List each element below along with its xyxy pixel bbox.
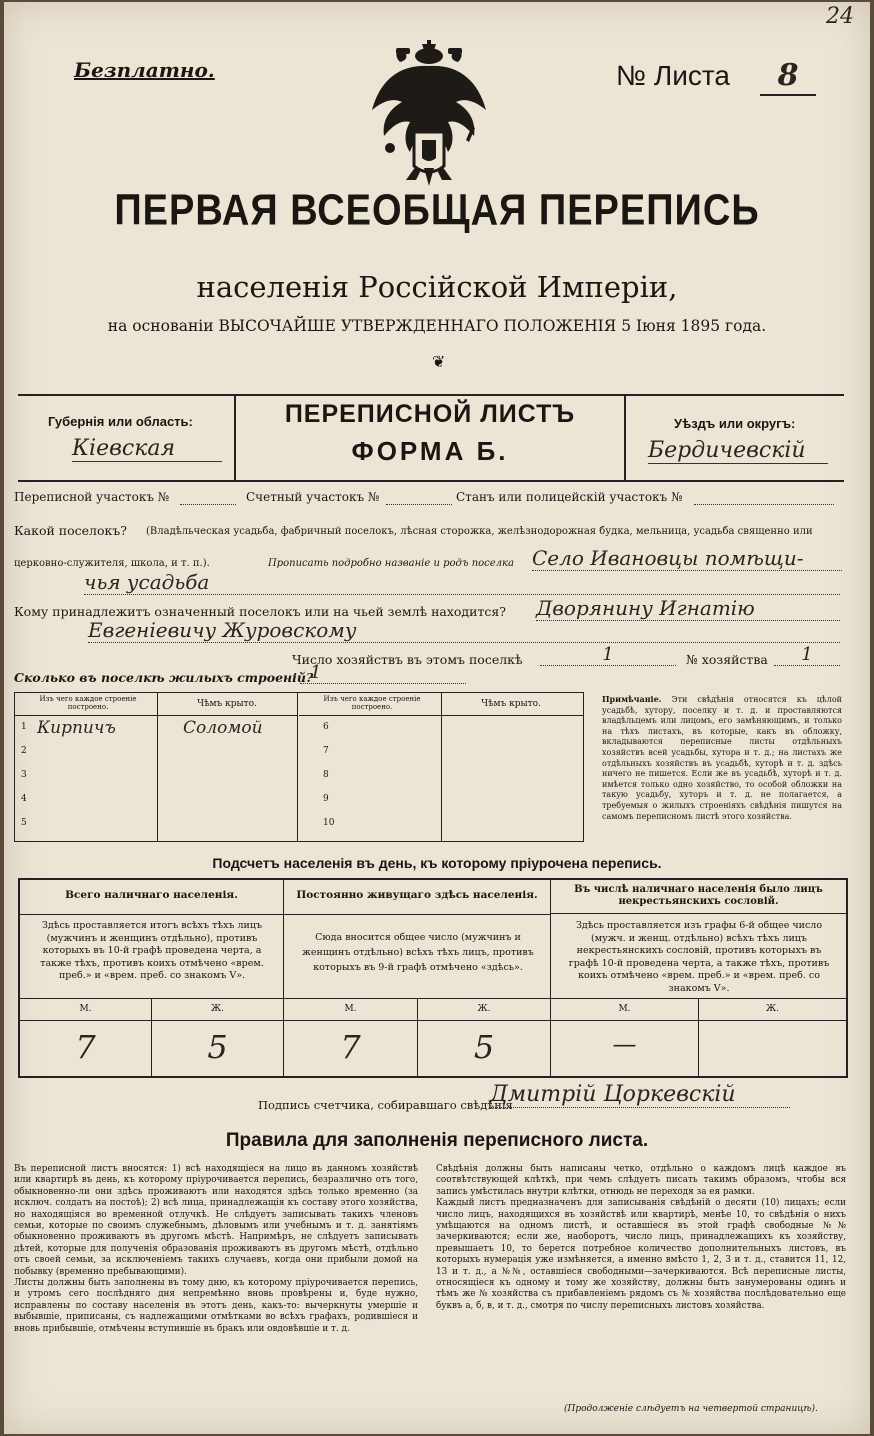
ornament-divider: ❦ [432,352,446,371]
table-row [299,718,583,742]
settlement-instruction: Прописать подробно названіе и родъ поселка [268,558,514,569]
form-title-cell [234,396,626,480]
present-female-value: 5 [207,1028,228,1066]
free-label: Безплатно. [74,58,215,82]
table-row [299,814,583,838]
police-section-label: Станъ или полицейскій участокъ № [456,490,683,504]
households-label: Число хозяйствъ въ этомъ поселкѣ [292,652,523,667]
table-row [15,814,297,838]
count-col1-title: Всего наличнаго населенія. [20,880,283,915]
table-row [299,742,583,766]
permanent-male-value: 7 [340,1028,361,1066]
rows-left [15,718,297,838]
note-label: Примѣчаніе. [602,694,662,704]
settlement-value-1: Село Ивановцы помѣщи- [532,546,842,571]
archive-number: 24 [826,4,854,29]
counting-section-label: Счетный участокъ № [246,490,380,504]
rules-right-column: Свѣдѣнія должны быть написаны четко, отдѣльно о каждомъ лицѣ каждое въ соотвѣтствующей клѣткѣ, при чемъ слѣдуетъ писать такимъ образомъ, чтобы вся запись умѣстилась внутри клѣтки, отнюдь не переходя за ея рамки. Каждый листъ предназначенъ для записыванія свѣдѣній о десяти (10) лицахъ; если число лицъ, находящихся въ хозяйствѣ или квартирѣ, менѣе 10, то свѣдѣнія о нихъ умѣщаются на одномъ листѣ, и оставшіеся въ этой графѣ свободные №№ зачеркиваются; если же, наоборотъ, число лицъ, принадлежащихъ къ хозяйству, превышаетъ 10, то берется потребное количество дополнительныхъ листовъ, въ которыхъ нумерація уже измѣняется, а именно вмѣсто 1, 2, 3 и т. д., ставится 11, 12, 13 и т. д., а №№, оставшіеся свободными—зачеркиваются. Всѣ переписные листы, относящіеся къ одному и тому же хозяйству, должны быть занумерованы одинъ и тѣмъ же № хозяйства съ прибавленіемъ рядомъ съ № хозяйства послѣдовательно еще буквъ а, б, в, и т. д., смотря по числу переписныхъ листовъ хозяйства. [436,1164,846,1311]
f-label: Ж. [477,1004,491,1014]
buildings-table-right [299,693,583,841]
household-number-value: 1 [774,644,840,666]
permanent-female-value: 5 [473,1028,495,1066]
col-material-header-right: Изъ чего каждое строеніе построено. [323,695,421,711]
present-male-value: 7 [75,1028,96,1066]
count-col3-text: Здѣсь проставляется изъ графы 6-й общее число (мужч. и женщ. отдѣльно) всѣхъ тѣхъ лицъ некрестьянскихъ сословій, противъ которыхъ въ графѣ 10-й проведена черта, а также тѣхъ, противъ коихъ отмѣчено «врем. преб.» и «врем. преб. со знакомъ V». [568,920,830,994]
row-number: 8 [323,770,329,780]
header-divider [15,715,297,716]
province-value: Кіевская [72,436,222,462]
main-title: ПЕРВАЯ ВСЕОБЩАЯ ПЕРЕПИСЬ [114,186,760,236]
population-count-table [18,878,848,1078]
col-material-header: Изъ чего каждое строеніе построено. [39,695,137,711]
buildings-value: 1 [300,662,466,684]
rules-continued: (Продолженіе слѣдуетъ на четвертой страницѣ). [564,1404,818,1414]
basis-line: на основаніи ВЫСОЧАЙШЕ УТВЕРЖДЕННАГО ПОЛОЖЕНІЯ 5 Іюня 1895 года. [107,317,767,335]
buildings-table-left [15,693,298,841]
f-label: Ж. [211,1004,224,1014]
count-col2-title: Постоянно живущаго здѣсь населенія. [284,880,550,915]
signature-value: Дмитрій Цоркевскій [490,1082,790,1108]
row-roof: Соломой [183,718,263,738]
owner-value-2: Евгеніевичу Журовскому [88,618,840,643]
settlement-hint: (Владѣльческая усадьба, фабричный поселокъ, лѣсная сторожка, желѣзнодорожная будка, мельница, усадьба священно или [146,526,813,537]
col-roof-header: Чѣмъ крыто. [197,699,257,709]
table-row [299,766,583,790]
mf-divider-bottom [20,1020,846,1021]
row-material: Кирпичъ [37,718,116,738]
settlement-hint-2: церковно-служителя, школа, и т. п.). [14,558,210,569]
row-number: 3 [21,770,27,780]
double-headed-eagle-emblem [370,40,488,188]
table-row [299,790,583,814]
row-number: 10 [323,818,335,828]
buildings-table [14,692,584,842]
m-label: М. [344,1004,357,1014]
sheet-number-value: 8 [760,58,816,96]
row-number: 6 [323,722,329,732]
row-number: 5 [21,818,27,828]
sheet-number-label: № Листа [616,60,730,91]
table-row [15,718,297,742]
census-section-line [180,490,236,505]
m-label: М. [79,1004,92,1014]
f-label: Ж. [766,1004,779,1014]
police-section-line [694,490,834,505]
header-divider-right [299,715,583,716]
row-number: 2 [21,746,27,756]
form-header-box [18,394,844,482]
census-sheet [4,2,870,1434]
households-value: 1 [540,644,676,666]
count-col2-text: Сюда вносится общее число (мужчинъ и женщинъ отдѣльно) всѣхъ тѣхъ лицъ, противъ которыхъ въ 9-й графѣ отмѣчено «здѣсь». [302,932,534,973]
rows-right [299,718,583,838]
settlement-value-2: чья усадьба [84,570,840,595]
col-roof-header-right: Чѣмъ крыто. [481,699,541,709]
mf-divider-top [20,998,846,999]
owner-label: Кому принадлежитъ означенный поселокъ или на чьей землѣ находится? [14,604,506,619]
sheet-title: ПЕРЕПИСНОЙ ЛИСТЪ [284,400,576,428]
signature-label: Подпись счетчика, собиравшаго свѣдѣнія [258,1098,513,1112]
district-label: Уѣздъ или округъ: [674,416,796,431]
buildings-label: Сколько въ поселкѣ жилыхъ строеній? [14,670,314,685]
row-number: 7 [323,746,329,756]
settlement-label: Какой поселокъ? [14,523,127,538]
note-block [602,694,842,822]
form-label: ФОРМА Б. [351,436,509,466]
m-label: М. [618,1004,631,1014]
table-row [15,790,297,814]
table-row [15,742,297,766]
count-col1-text: Здѣсь проставляется итогъ всѣхъ тѣхъ лицъ (мужчинъ и женщинъ отдѣльно), противъ которыхъ въ 10-й графѣ проведена черта, а также тѣхъ, противъ коихъ отмѣчено «врем. преб.» и «врем. преб. со знакомъ V». [40,920,264,981]
row-number: 1 [21,722,27,732]
row-number: 9 [323,794,329,804]
owner-value-1: Дворянину Игнатію [536,596,840,621]
row-number: 4 [21,794,27,804]
table-row [15,766,297,790]
non-peasant-male-value: — [612,1030,637,1058]
note-text: Эти свѣдѣнія относятся къ цѣлой усадьбѣ, хутору, поселку и т. д. и проставляются владѣльцемъ или лицомъ, его замѣняющимъ, и только на тѣхъ листахъ, въ которые, какъ въ обложку, вкладываются переписные листы отдѣльныхъ хозяйствъ всей усадьбы, хутора и т. д.; на листахъ же отдѣльныхъ хозяйствъ въ усадьбѣ, хуторѣ и т. д. здѣсь ничего не пишется. Если же въ усадьбѣ, хуторѣ и т. д. имѣется только одно хозяйство, то особой обложки на такую усадьбу, хуторъ и т. д. не полагается, а требуемыя о жилыхъ строеніяхъ свѣдѣнія пишутся на самомъ переписномъ листѣ этого хозяйства. [602,695,842,821]
district-value: Бердичевскій [648,438,828,464]
rules-left-column: Въ переписной листъ вносятся: 1) всѣ находящіеся на лицо въ данномъ хозяйствѣ или квартирѣ въ день, къ которому пріурочивается перепись, безразлично отъ того, обыкновенно-ли они здѣсь проживаютъ или находятся здѣсь только временно (за исключ. солдатъ на постоѣ); 2) всѣ лица, принадлежащія къ составу этого хозяйства, но находящіяся во временной отлучкѣ. Не слѣдуетъ записывать такихъ членовъ семьи, которые по своимъ служебнымъ, дѣловымъ или учебнымъ и т. д. занятіямъ обыкновенно проживаютъ въ другомъ мѣстѣ. Напримѣръ, не слѣдуетъ записывать дѣтей, которые для полученія образованія проживаютъ въ другомъ мѣстѣ, отдѣльно отъ своей семьи, за исключеніемъ такихъ случаевъ, когда они прибыли домой на побывку (временно пребывающими). Листы должны быть заполнены въ тому дню, къ которому пріурочивается перепись, и утромъ сего послѣдняго дня непремѣнно вновь провѣрены и, буде нужно, исправлены по составу населенія въ этотъ день, какъ-то: вычеркнуты умершіе и выбывшіе, приписаны, съ надлежащими отмѣтками во всѣхъ графахъ, родившіеся и вновь прибывшіе, отмѣчены вступившіе въ бракъ или овдовѣвшіе и т. д. [14,1164,418,1334]
count-heading: Подсчетъ населенія въ день, къ которому пріурочена перепись. [212,855,662,871]
province-label: Губернія или область: [48,414,193,429]
household-number-label: № хозяйства [686,652,768,667]
count-col3-title: Въ числѣ наличнаго населенія было лицъ некрестьянскихъ сословій. [551,880,846,914]
subtitle: населенія Россійской Имперіи, [196,270,678,304]
census-section-label: Переписной участокъ № [14,490,170,504]
counting-section-line [386,490,452,505]
rules-heading: Правила для заполненія переписного листа. [225,1130,649,1151]
